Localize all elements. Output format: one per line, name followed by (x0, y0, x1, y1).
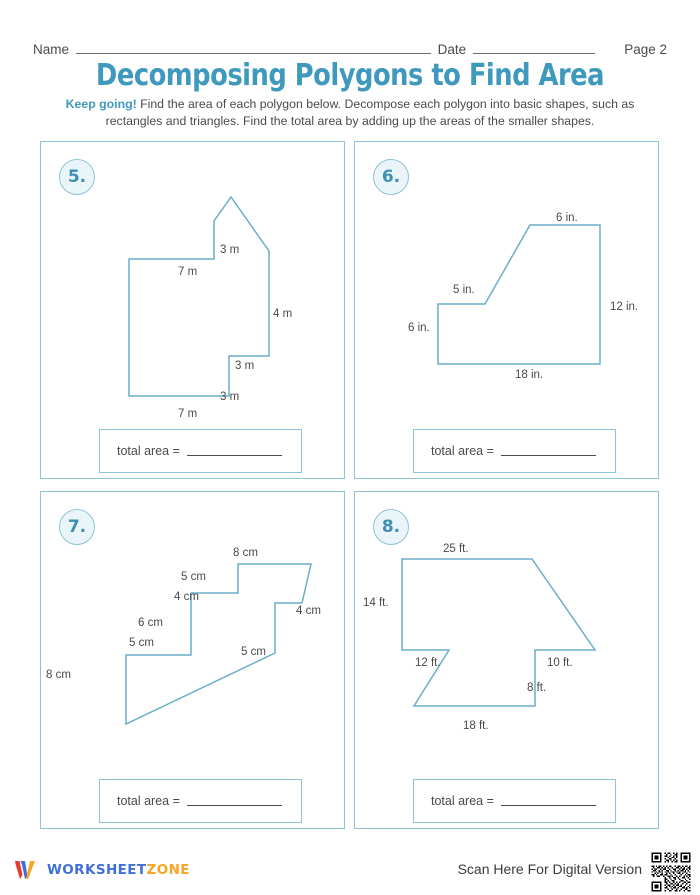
dimension-label: 3 m (220, 391, 240, 403)
answer-blank-line[interactable] (501, 804, 596, 806)
instructions (38, 96, 662, 130)
dimension-label: 5 in. (453, 284, 475, 296)
problem-number-7: 7. (59, 509, 95, 545)
date-label: Date (437, 42, 467, 57)
dimension-label: 5 cm (129, 637, 154, 649)
dimension-label: 8 ft. (527, 682, 547, 694)
dimension-label: 12 ft. (415, 657, 441, 669)
polygon-shape-8 (402, 559, 595, 706)
worksheet-header (0, 32, 700, 58)
name-blank-line[interactable] (76, 52, 431, 54)
answer-label: total area = (431, 444, 494, 458)
answer-blank-line[interactable] (187, 454, 282, 456)
dimension-label: 7 m (178, 266, 198, 278)
dimension-label: 7 m (178, 408, 198, 420)
logo-text-worksheet: WORKSHEET (47, 862, 147, 878)
dimension-label: 12 in. (610, 301, 639, 313)
dimension-label: 18 ft. (463, 720, 489, 732)
dimension-label: 4 cm (296, 605, 321, 617)
answer-box-5[interactable] (99, 429, 302, 473)
dimension-label: 4 m (273, 308, 293, 320)
qr-code-icon[interactable] (650, 851, 692, 893)
instructions-highlight: Keep going! (65, 97, 137, 111)
problem-number-5: 5. (59, 159, 95, 195)
problem-card-6 (354, 141, 659, 479)
page-footer (0, 848, 700, 895)
answer-box-7[interactable] (99, 779, 302, 823)
dimension-label: 3 m (220, 244, 240, 256)
problem-card-7 (40, 491, 345, 829)
dimension-label: 8 cm (233, 547, 258, 559)
answer-blank-line[interactable] (501, 454, 596, 456)
dimension-label: 3 m (235, 360, 255, 372)
answer-label: total area = (117, 444, 180, 458)
dimension-label: 14 ft. (363, 597, 389, 609)
answer-box-8[interactable] (413, 779, 616, 823)
dimension-label: 6 cm (138, 617, 163, 629)
dimension-label: 8 cm (46, 669, 71, 681)
dimension-label: 10 ft. (547, 657, 573, 669)
page-title: Decomposing Polygons to Find Area (95, 58, 605, 93)
dimension-label: 6 in. (556, 212, 578, 224)
dimension-label: 4 cm (174, 591, 199, 603)
problem-number-6: 6. (373, 159, 409, 195)
scan-prompt-text: Scan Here For Digital Version (457, 861, 642, 877)
answer-label: total area = (117, 794, 180, 808)
logo-text (47, 862, 190, 878)
answer-label: total area = (431, 794, 494, 808)
page-number: Page 2 (624, 42, 667, 57)
logo-text-zone: ZONE (146, 862, 190, 878)
name-label: Name (33, 42, 70, 57)
problem-grid (40, 141, 661, 841)
instructions-text: Find the area of each polygon below. Decompose each polygon into basic shapes, such as rectangles and triangles. Find the total area by adding up the areas of the smaller shapes. (105, 97, 635, 128)
dimension-label: 5 cm (181, 571, 206, 583)
dimension-label: 18 in. (515, 369, 544, 381)
problem-card-8 (354, 491, 659, 829)
dimension-label: 5 cm (241, 646, 266, 658)
worksheet-zone-logo[interactable] (14, 857, 190, 883)
dimension-label: 25 ft. (443, 543, 469, 555)
problem-number-8: 8. (373, 509, 409, 545)
problem-card-5 (40, 141, 345, 479)
answer-box-6[interactable] (413, 429, 616, 473)
date-blank-line[interactable] (473, 52, 595, 54)
dimension-label: 6 in. (408, 322, 430, 334)
answer-blank-line[interactable] (187, 804, 282, 806)
logo-w-icon (14, 859, 40, 881)
